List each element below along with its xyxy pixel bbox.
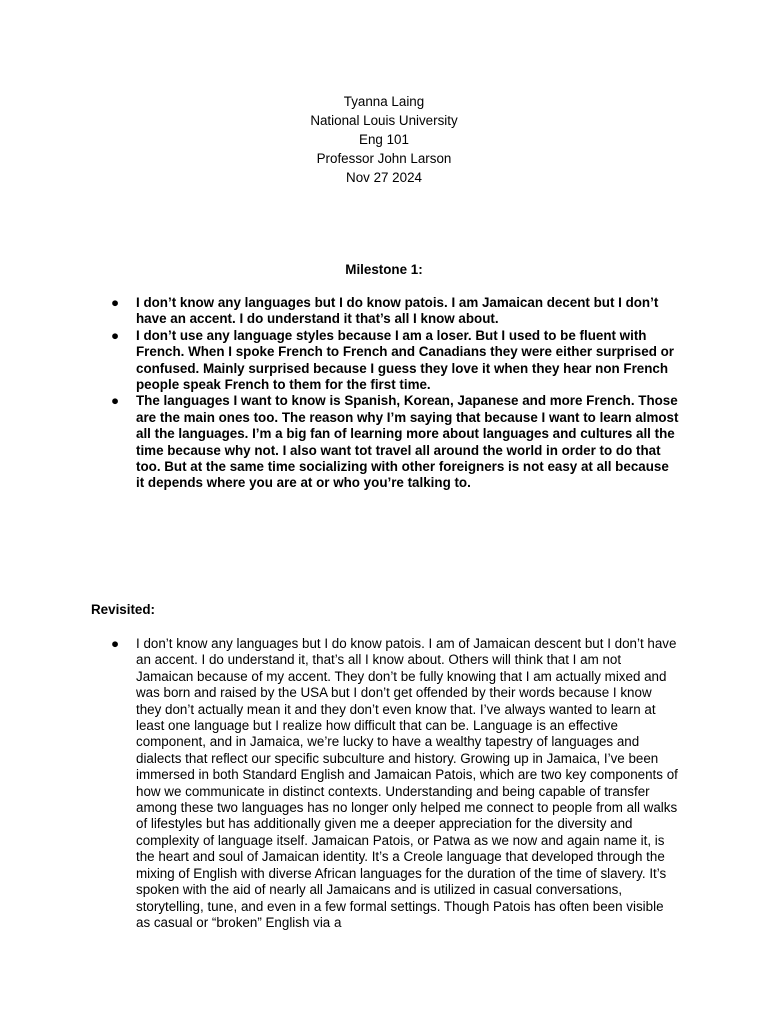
list-item-text: The languages I want to know is Spanish, Korean, Japanese and more French. Those are the main ones too. The reason why I’m saying that because I want to learn almost all the languages. I’m a big fan of learning more about languages and cultures all the time because why not. I also want tot travel all around the world in order to do that too. But at the same time socializing with other foreigners is not easy at all because it depends where you are at or who you’re talking to. — [136, 393, 679, 491]
list-item — [108, 393, 680, 491]
list-item — [108, 295, 680, 328]
bullet-icon: ● — [111, 636, 120, 651]
revisited-list — [108, 636, 680, 931]
document-header — [0, 92, 768, 187]
list-item-text: I don’t use any language styles because I am a loser. But I used to be fluent with French. When I spoke French to French and Canadians they were either surprised or confused. Mainly surprised because I guess they love it when they hear non French people speak French to them for the first time. — [136, 327, 674, 393]
list-item — [108, 328, 680, 394]
bullet-icon: ● — [111, 327, 120, 343]
list-item-text: I don’t know any languages but I do know patois. I am of Jamaican descent but I don’t have an accent. I do understand it, that’s all I know about. Others will think that I am not Jamaican because of my accent. They don’t be fully knowing that I am actually mixed and was born and raised by the USA but I don’t get offended by their words because I know they don’t actually mean it and they don’t even know that. I’ve always wanted to learn at least one language but I realize how difficult that can be. Language is an effective component, and in Jamaica, we’re lucky to have a wealthy tapestry of languages and dialects that reflect our specific subculture and history. Growing up in Jamaica, I’ve been immersed in both Standard English and Jamaican Patois, which are two key components of how we communicate in distinct contexts. Understanding and being capable of transfer among these two languages has no longer only helped me connect to people from all walks of lifestyles but has additionally given me a deeper appreciation for the diversity and complexity of language itself. Jamaican Patois, or Patwa as we now and again name it, is the heart and soul of Jamaican identity. It’s a Creole language that developed through the mixing of English with diverse African languages for the duration of the time of slavery. It’s spoken with the aid of nearly all Jamaicans and is utilized in casual conversations, storytelling, tune, and even in a few formal settings. Though Patois has often been visible as casual or “broken” English via a — [136, 636, 678, 930]
professor-name: Professor John Larson — [316, 151, 452, 166]
revisited-heading: Revisited: — [91, 602, 155, 617]
milestone-list — [108, 295, 680, 492]
list-item-text: I don’t know any languages but I do know patois. I am Jamaican decent but I don’t have an accent. I do understand it that’s all I know about. — [136, 295, 659, 327]
milestone-heading: Milestone 1: — [345, 262, 423, 277]
bullet-icon: ● — [111, 393, 120, 409]
document-date: Nov 27 2024 — [346, 170, 422, 185]
list-item — [108, 636, 680, 931]
institution-name: National Louis University — [310, 113, 458, 128]
author-name: Tyanna Laing — [343, 94, 425, 109]
bullet-icon: ● — [111, 295, 120, 310]
course-name: Eng 101 — [359, 132, 409, 147]
